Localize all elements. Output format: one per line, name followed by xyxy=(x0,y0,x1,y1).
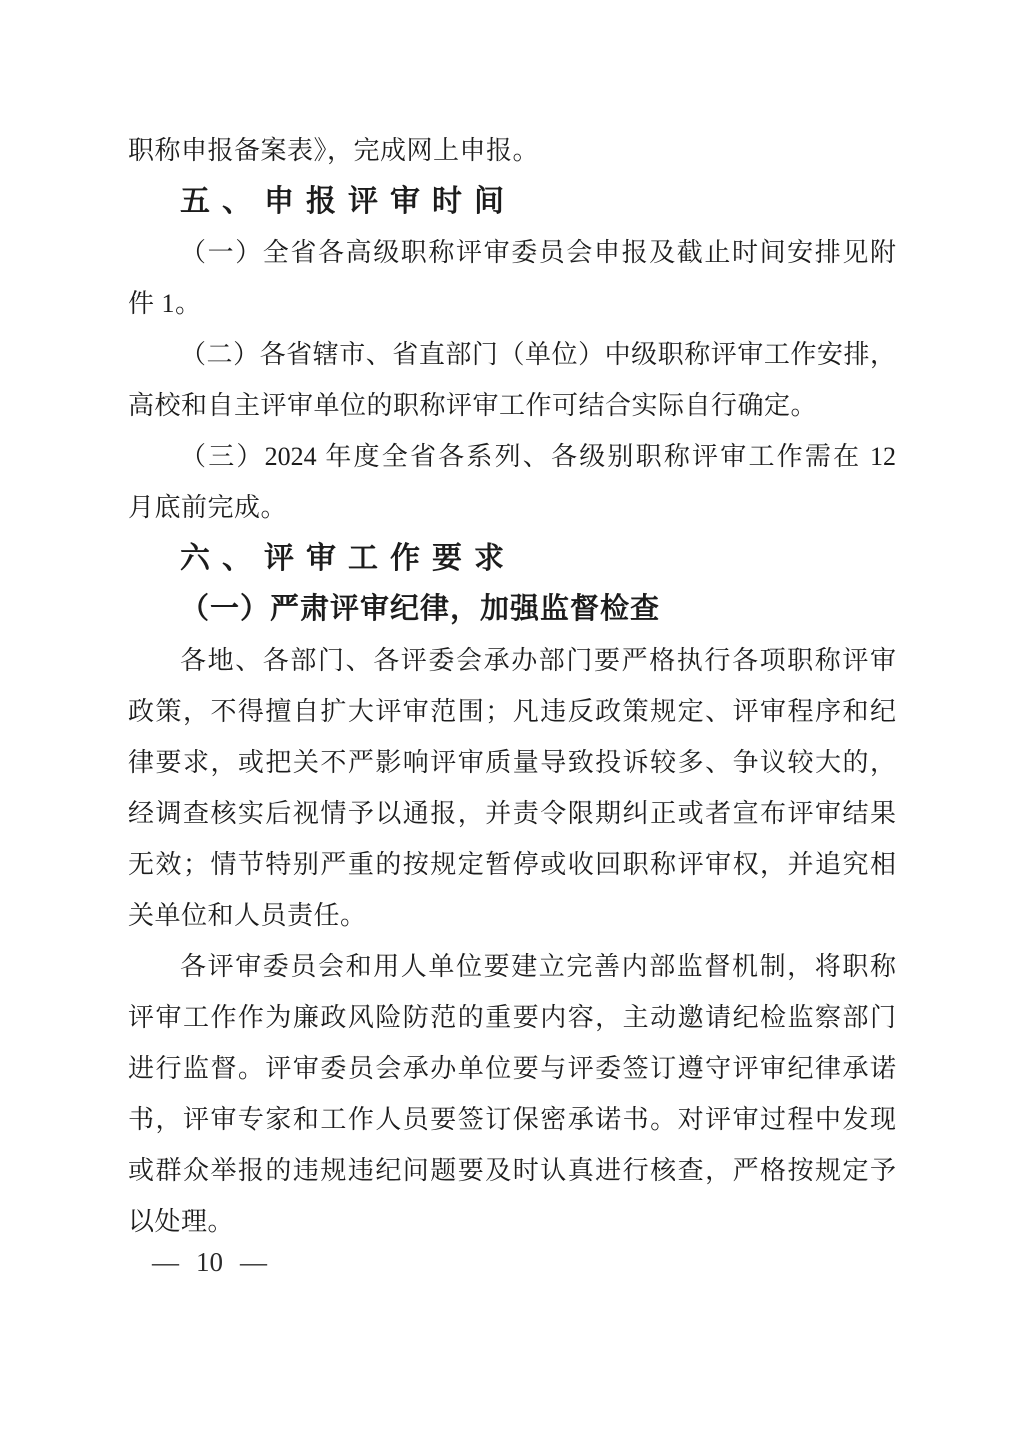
paragraph-6-1b-line-1: 各评审委员会和用人单位要建立完善内部监督机制，将职称 xyxy=(180,952,896,981)
document-body xyxy=(128,125,896,1247)
paragraph-6-1b-line-6: 以处理。 xyxy=(128,1207,235,1236)
heading-section-5: 五、申报评审时间 xyxy=(180,185,516,218)
paragraph-5-1-line-1: （一）全省各高级职称评审委员会申报及截止时间安排见附 xyxy=(180,238,896,267)
paragraph-6-1a-line-4: 经调查核实后视情予以通报，并责令限期纠正或者宣布评审结果 xyxy=(128,799,896,828)
paragraph-6-1b-line-2: 评审工作作为廉政风险防范的重要内容，主动邀请纪检监察部门 xyxy=(128,1003,896,1032)
paragraph-5-1-line-2: 件 1。 xyxy=(128,289,202,318)
paragraph-6-1a-line-2: 政策，不得擅自扩大评审范围；凡违反政策规定、评审程序和纪 xyxy=(128,697,896,726)
paragraph-6-1a-line-5: 无效；情节特别严重的按规定暂停或收回职称评审权，并追究相 xyxy=(128,850,896,879)
paragraph-5-2-line-2: 高校和自主评审单位的职称评审工作可结合实际自行确定。 xyxy=(128,391,818,420)
footer-dash-right: — xyxy=(240,1246,267,1277)
paragraph-5-2-line-1: （二）各省辖市、省直部门（单位）中级职称评审工作安排， xyxy=(180,340,896,369)
page-number-footer xyxy=(152,1242,267,1282)
paragraph-6-1a-line-1: 各地、各部门、各评委会承办部门要严格执行各项职称评审 xyxy=(180,646,896,675)
paragraph-6-1b-line-4: 书，评审专家和工作人员要签订保密承诺书。对评审过程中发现 xyxy=(128,1105,896,1134)
paragraph-5-3-line-1: （三）2024 年度全省各系列、各级别职称评审工作需在 12 xyxy=(180,442,896,471)
paragraph-6-1b-line-3: 进行监督。评审委员会承办单位要与评委签订遵守评审纪律承诺 xyxy=(128,1054,896,1083)
footer-dash-left: — xyxy=(152,1246,179,1277)
heading-section-6: 六、评审工作要求 xyxy=(180,542,516,575)
paragraph-6-1a-line-6: 关单位和人员责任。 xyxy=(128,901,367,930)
paragraph-6-1b-line-5: 或群众举报的违规违纪问题要及时认真进行核查，严格按规定予 xyxy=(128,1156,896,1185)
paragraph-5-3-line-2: 月底前完成。 xyxy=(128,493,288,522)
paragraph-continuation-line: 职称申报备案表》，完成网上申报。 xyxy=(128,136,540,165)
page-number: 10 xyxy=(196,1246,223,1277)
subheading-6-1: （一）严肃评审纪律，加强监督检查 xyxy=(180,593,661,625)
paragraph-6-1a-line-3: 律要求，或把关不严影响评审质量导致投诉较多、争议较大的， xyxy=(128,748,896,777)
